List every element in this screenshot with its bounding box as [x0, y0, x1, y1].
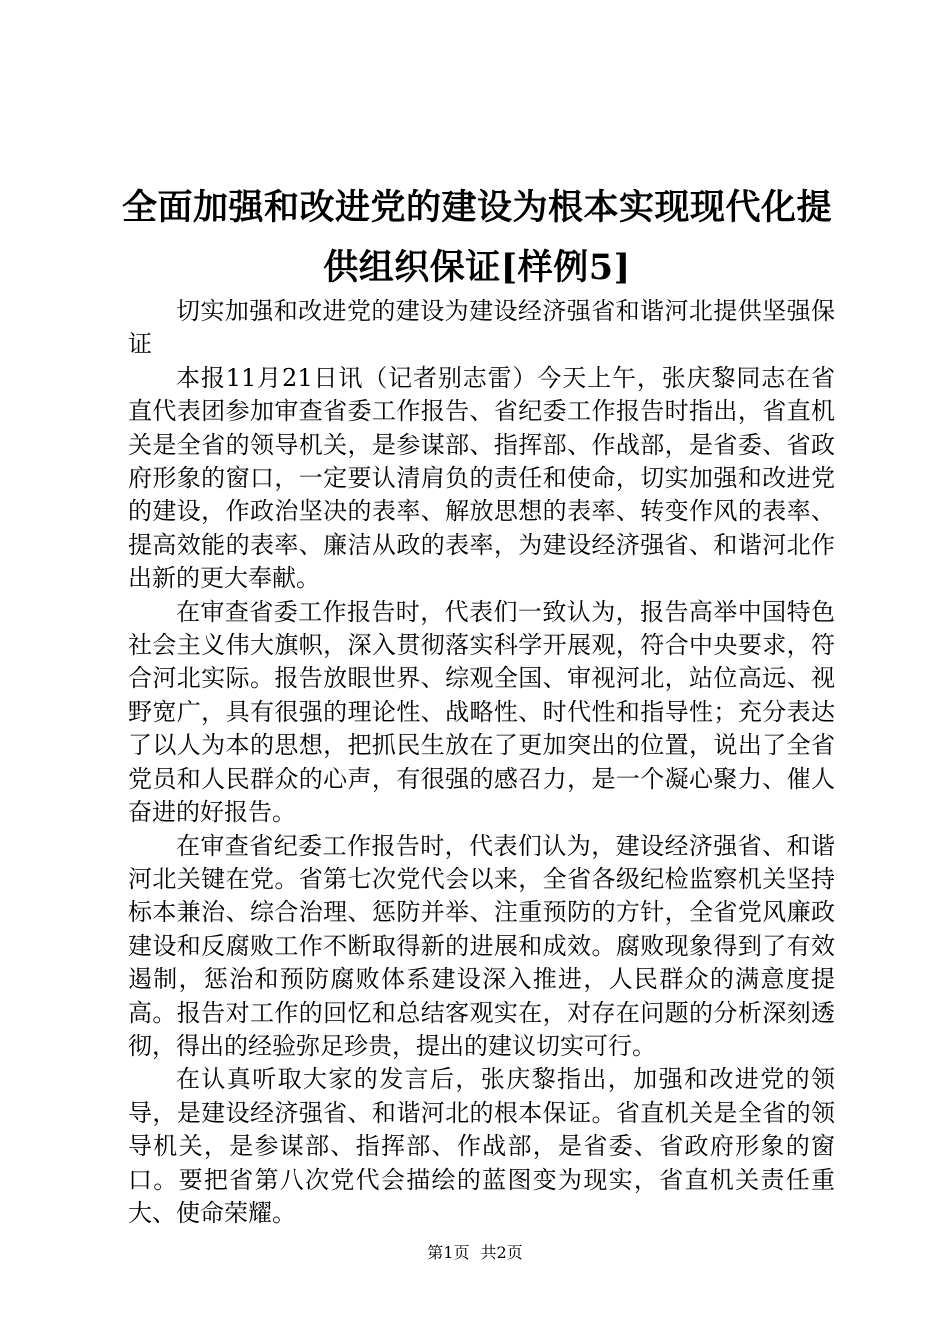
document-body: [128, 295, 835, 1230]
paragraph-provincial-report: 在审查省委工作报告时，代表们一致认为，报告高举中国特色社会主义伟大旗帜，深入贯彻落实科学开展观，符合中央要求，符合河北实际。报告放眼世界、综观全国、审视河北，站位高远、视野宽广，具有很强的理论性、战略性、时代性和指导性；充分表达了以人为本的思想，把抓民生放在了更加突出的位置，说出了全省党员和人民群众的心声，有很强的感召力，是一个凝心聚力、催人奋进的好报告。: [128, 597, 835, 827]
document-title: 全面加强和改进党的建设为根本实现现代化提供组织保证[样例5]: [121, 187, 832, 288]
paragraph-subtitle: 切实加强和改进党的建设为建设经济强省和谐河北提供坚强保证: [128, 297, 835, 359]
page-number: 第1页: [427, 1243, 470, 1262]
page-footer: [0, 1243, 950, 1263]
paragraph-conclusion: 在认真听取大家的发言后，张庆黎指出，加强和改进党的领导，是建设经济强省、和谐河北的根本保证。省直机关是全省的领导机关，是参谋部、指挥部、作战部，是省委、省政府形象的窗口。要把省第八次党代会描绘的蓝图变为现实，省直机关责任重大、使命荣耀。: [128, 1065, 835, 1227]
page-total: 共2页: [480, 1243, 523, 1262]
paragraph-intro: 本报11月21日讯（记者别志雷）今天上午，张庆黎同志在省直代表团参加审查省委工作报告、省纪委工作报告时指出，省直机关是全省的领导机关，是参谋部、指挥部、作战部，是省委、省政府形象的窗口，一定要认清肩负的责任和使命，切实加强和改进党的建设，作政治坚决的表率、解放思想的表率、转变作风的表率、提高效能的表率、廉洁从政的表率，为建设经济强省、和谐河北作出新的更大奉献。: [128, 363, 835, 593]
paragraph-discipline-report: 在审查省纪委工作报告时，代表们认为，建设经济强省、和谐河北关键在党。省第七次党代会以来，全省各级纪检监察机关坚持标本兼治、综合治理、惩防并举、注重预防的方针，全省党风廉政建设和反腐败工作不断取得新的进展和成效。腐败现象得到了有效遏制，惩治和预防腐败体系建设深入推进，人民群众的满意度提高。报告对工作的回忆和总结客观实在，对存在问题的分析深刻透彻，得出的经验弥足珍贵，提出的建议切实可行。: [128, 831, 835, 1060]
